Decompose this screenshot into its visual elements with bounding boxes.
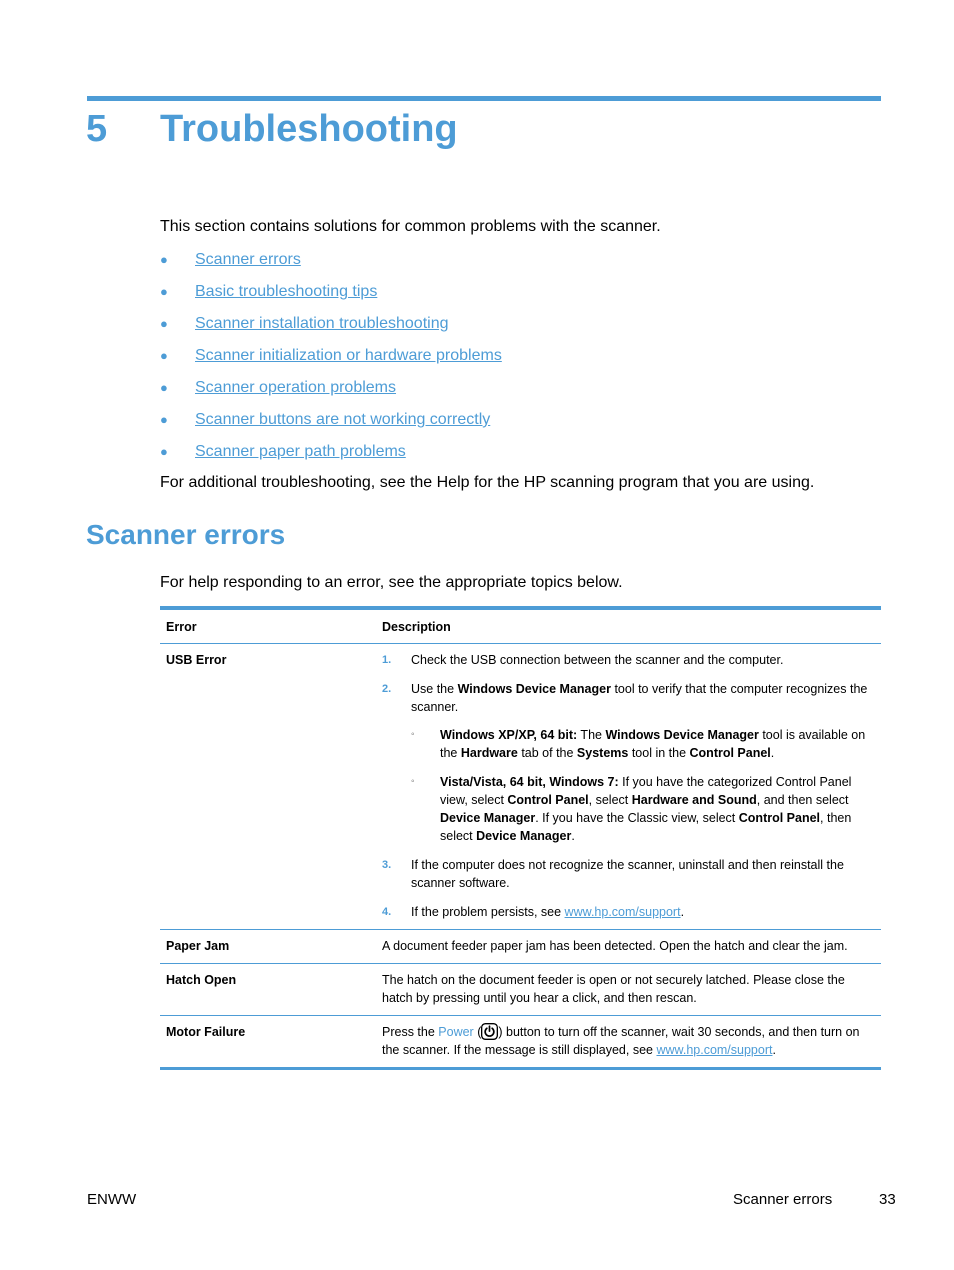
error-description [376, 644, 881, 930]
sub-list [411, 726, 875, 845]
toc-link-operation[interactable]: Scanner operation problems [195, 379, 397, 396]
text-bold: Systems [576, 746, 629, 760]
errors-table [160, 606, 881, 1070]
table-row [160, 930, 881, 964]
text-bold: Device Manager [476, 829, 572, 843]
error-description: A document feeder paper jam has been detected. Open the hatch and clear the jam. [382, 939, 848, 953]
text-bold: Windows Device Manager [605, 728, 759, 742]
toc-link-installation[interactable]: Scanner installation troubleshooting [195, 315, 449, 332]
step-text-bold: Windows Device Manager [457, 682, 611, 696]
hp-support-link[interactable]: www.hp.com/support [564, 905, 681, 919]
chapter-number: 5 [86, 108, 108, 150]
bullet-icon: ● [160, 284, 168, 299]
text: Press the [382, 1025, 439, 1039]
step-number: 2. [382, 683, 392, 695]
toc-link-paper-path[interactable]: Scanner paper path problems [195, 443, 406, 460]
text-bold: Hardware [460, 746, 518, 760]
intro-text: This section contains solutions for common problems with the scanner. [160, 218, 661, 235]
footer-section: Scanner errors [733, 1191, 833, 1208]
text-bold: Control Panel [738, 811, 821, 825]
circle-bullet-icon: ◦ [411, 776, 415, 787]
list-item [382, 903, 875, 921]
error-name: Motor Failure [166, 1025, 246, 1039]
text-bold: Device Manager [440, 811, 536, 825]
bullet-icon: ● [160, 316, 168, 331]
table-header-row [160, 608, 881, 644]
power-term: Power [438, 1025, 474, 1039]
step-text: tool to verify that the computer recognizes the scanner. [411, 682, 868, 714]
toc-link-scanner-errors[interactable]: Scanner errors [195, 251, 301, 268]
bullet-icon: ● [160, 380, 168, 395]
list-item [382, 651, 875, 669]
toc-link-basic-tips[interactable]: Basic troubleshooting tips [195, 283, 378, 300]
section-intro: For help responding to an error, see the appropriate topics below. [160, 574, 623, 591]
text: , select [588, 793, 632, 807]
step-text: Use the [411, 682, 458, 696]
bullet-icon: ● [160, 348, 168, 363]
text: tab of the [517, 746, 577, 760]
text: tool is available on the [440, 728, 866, 760]
hp-support-link[interactable]: www.hp.com/support [656, 1043, 773, 1057]
footer-left: ENWW [87, 1191, 137, 1208]
text-bold: Vista/Vista, 64 bit, Windows 7: [440, 775, 619, 789]
error-name: Hatch Open [166, 973, 237, 987]
step-number: 3. [382, 859, 392, 871]
text-bold: Hardware and Sound [631, 793, 757, 807]
bullet-icon: ● [160, 444, 168, 459]
chapter-rule [87, 96, 881, 101]
toc-link-initialization[interactable]: Scanner initialization or hardware problems [195, 347, 502, 364]
text: The [577, 728, 606, 742]
text-bold: Control Panel [689, 746, 771, 760]
error-name: USB Error [166, 653, 227, 667]
text: . [772, 1043, 776, 1057]
step-number: 1. [382, 654, 392, 666]
circle-bullet-icon: ◦ [411, 729, 415, 740]
text: ) button to turn off the scanner, wait 30 seconds, and then turn on the scanner. If the message is still displayed, see [382, 1025, 860, 1057]
text: ( [473, 1025, 482, 1039]
page-number: 33 [879, 1191, 896, 1208]
table-row [160, 1016, 881, 1069]
toc-link-buttons[interactable]: Scanner buttons are not working correctly [195, 411, 491, 428]
list-item [382, 680, 875, 845]
text: If you have the categorized Control Panel view, select [440, 775, 852, 807]
column-header-description: Description [382, 620, 451, 634]
text: , then select [440, 811, 852, 843]
column-header-error: Error [166, 620, 197, 634]
error-description [376, 1016, 881, 1069]
step-text: If the problem persists, see [411, 905, 565, 919]
error-description: The hatch on the document feeder is open or not securely latched. Please close the hatch by pressing until you hear a click, and then rescan. [382, 973, 845, 1005]
bullet-icon: ● [160, 252, 168, 267]
text: . [571, 829, 575, 843]
text: tool in the [628, 746, 690, 760]
power-icon [481, 1023, 498, 1040]
table-row [160, 644, 881, 930]
text-bold: Windows XP/XP, 64 bit: [440, 728, 578, 742]
list-item [382, 856, 875, 892]
section-title: Scanner errors [86, 519, 286, 550]
text: . If you have the Classic view, select [535, 811, 739, 825]
list-item [411, 726, 875, 762]
list-item [411, 773, 875, 845]
text-bold: Control Panel [507, 793, 589, 807]
table-row [160, 964, 881, 1016]
text: . [770, 746, 775, 760]
step-text: . [680, 905, 685, 919]
error-name: Paper Jam [166, 939, 230, 953]
text: , and then select [756, 793, 849, 807]
steps-list [382, 651, 875, 921]
additional-text: For additional troubleshooting, see the Help for the HP scanning program that you are using. [160, 474, 815, 491]
step-text: Check the USB connection between the scanner and the computer. [411, 653, 784, 667]
step-text: If the computer does not recognize the scanner, uninstall and then reinstall the scanner software. [411, 858, 844, 890]
step-number: 4. [382, 906, 392, 918]
bullet-icon: ● [160, 412, 168, 427]
chapter-title: Troubleshooting [160, 108, 458, 150]
